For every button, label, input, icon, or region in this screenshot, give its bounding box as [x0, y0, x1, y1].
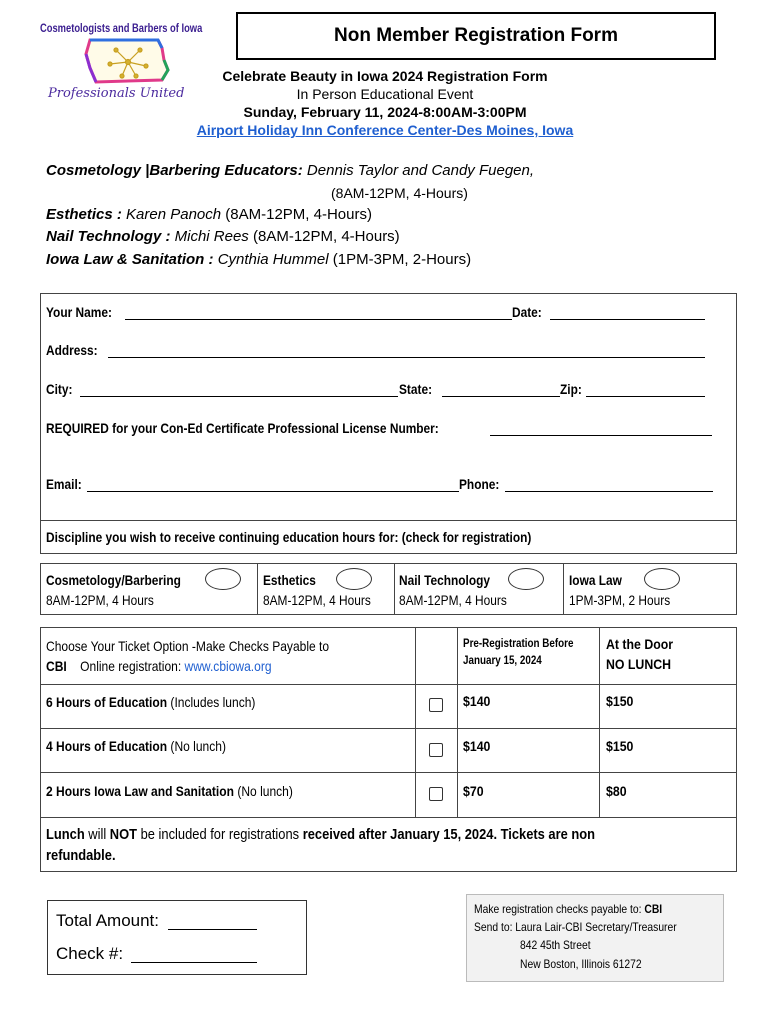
discipline-law-label: Iowa Law	[569, 572, 622, 588]
mail-payee: CBI	[644, 902, 663, 916]
check-number-label: Check #:	[56, 944, 124, 963]
discipline-prompt: Discipline you wish to receive continuing education hours for: (check for registration)	[46, 529, 532, 545]
discipline-law-time: 1PM-3PM, 2 Hours	[569, 592, 671, 608]
notice-not: NOT	[109, 826, 138, 843]
ticket-online-line	[46, 658, 272, 674]
educators-cosmetology	[46, 162, 534, 179]
esthetics-label: Esthetics :	[46, 206, 122, 223]
ticket-row-divider	[40, 728, 737, 729]
event-type: In Person Educational Event	[296, 86, 474, 102]
notice-will: will	[88, 826, 107, 843]
total-amount-field[interactable]	[168, 929, 257, 930]
ticket-col-divider	[415, 627, 416, 818]
notice-be-included: be included for registrations	[140, 826, 300, 843]
mail-payable-text: Make registration checks payable to:	[474, 902, 642, 916]
discipline-esthetics-time: 8AM-12PM, 4 Hours	[263, 592, 371, 608]
cosmetology-label: Cosmetology |Barbering Educators:	[46, 162, 303, 179]
phone-field[interactable]	[505, 491, 713, 492]
ticket-option-title: 4 Hours of Education	[46, 738, 168, 754]
city-field[interactable]	[80, 396, 398, 397]
discipline-esthetics-label: Esthetics	[263, 572, 316, 588]
cosmetology-names: Dennis Taylor and Candy Fuegen,	[306, 162, 535, 179]
door-header-2: NO LUNCH	[606, 656, 672, 672]
ticket-option-6h	[46, 694, 255, 710]
zip-label: Zip:	[560, 381, 582, 397]
ticket-6h-prereg-price: $140	[463, 693, 491, 709]
nail-time: (8AM-12PM, 4-Hours)	[252, 228, 400, 245]
date-field[interactable]	[550, 319, 705, 320]
ticket-option-title: 6 Hours of Education	[46, 694, 168, 710]
name-label: Your Name:	[46, 304, 112, 320]
discipline-divider	[563, 563, 564, 615]
ticket-4h-prereg-price: $140	[463, 738, 491, 754]
notice-received: received after January 15, 2024. Tickets are non	[302, 826, 596, 843]
ticket-2h-prereg-price: $70	[463, 783, 484, 799]
ticket-option-title: 2 Hours Iowa Law and Sanitation	[46, 783, 234, 799]
ticket-col-divider	[599, 627, 600, 818]
lunch-notice	[46, 826, 595, 843]
door-header-1: At the Door	[606, 636, 674, 652]
license-field[interactable]	[490, 435, 712, 436]
online-registration-label: Online registration:	[80, 658, 182, 674]
ticket-2h-door-price: $80	[606, 783, 627, 799]
ticket-4h-door-price: $150	[606, 738, 634, 754]
mail-street: 842 45th Street	[520, 938, 591, 952]
ticket-option-note: (No lunch)	[237, 783, 293, 799]
esthetics-name: Karen Panoch	[126, 206, 222, 223]
form-title: Non Member Registration Form	[236, 12, 716, 60]
ticket-col-divider	[457, 627, 458, 818]
law-time: (1PM-3PM, 2-Hours)	[332, 251, 472, 268]
nail-name: Michi Rees	[174, 228, 249, 245]
mail-city: New Boston, Illinois 61272	[520, 957, 642, 971]
discipline-nail-time: 8AM-12PM, 4 Hours	[399, 592, 507, 608]
name-field[interactable]	[125, 319, 512, 320]
state-label: State:	[399, 381, 433, 397]
ticket-row-divider	[40, 772, 737, 773]
law-label: Iowa Law & Sanitation :	[46, 251, 214, 268]
logo-subtitle: Professionals United	[48, 86, 185, 101]
ticket-option-note: (Includes lunch)	[170, 694, 256, 710]
discipline-esthetics-checkbox[interactable]	[336, 568, 372, 590]
ticket-row-divider	[40, 684, 737, 685]
ticket-intro: Choose Your Ticket Option -Make Checks Payable to	[46, 638, 330, 654]
prereg-header-2: January 15, 2024	[463, 653, 542, 667]
discipline-divider	[257, 563, 258, 615]
educators-nail	[46, 228, 400, 245]
cosmetology-time: (8AM-12PM, 4-Hours)	[331, 185, 468, 201]
email-label: Email:	[46, 476, 82, 492]
mail-send-to: Send to: Laura Lair-CBI Secretary/Treasurer	[474, 920, 677, 934]
state-field[interactable]	[442, 396, 560, 397]
event-venue-link[interactable]: Airport Holiday Inn Conference Center-Des Moines, Iowa	[196, 122, 574, 138]
notice-refundable: refundable.	[46, 847, 116, 864]
address-field[interactable]	[108, 357, 705, 358]
esthetics-time: (8AM-12PM, 4-Hours)	[225, 206, 372, 223]
ticket-6h-checkbox[interactable]	[429, 698, 443, 712]
educators-esthetics	[46, 206, 372, 223]
law-name: Cynthia Hummel	[217, 251, 329, 268]
notice-lunch: Lunch	[46, 826, 85, 843]
prereg-header-1: Pre-Registration Before	[463, 636, 574, 650]
ticket-option-2h	[46, 783, 293, 799]
address-label: Address:	[46, 342, 98, 358]
discipline-divider	[394, 563, 395, 615]
ticket-option-4h	[46, 738, 226, 754]
ticket-6h-door-price: $150	[606, 693, 634, 709]
ticket-2h-checkbox[interactable]	[429, 787, 443, 801]
check-number-field[interactable]	[131, 962, 257, 963]
divider	[40, 520, 737, 521]
discipline-nail-label: Nail Technology	[399, 572, 491, 588]
mail-payable-line	[474, 902, 662, 916]
discipline-cosmetology-checkbox[interactable]	[205, 568, 241, 590]
discipline-cosmetology-time: 8AM-12PM, 4 Hours	[46, 592, 154, 608]
discipline-law-checkbox[interactable]	[644, 568, 680, 590]
ticket-option-note: (No lunch)	[170, 738, 226, 754]
nail-label: Nail Technology :	[46, 228, 171, 245]
ticket-4h-checkbox[interactable]	[429, 743, 443, 757]
event-date: Sunday, February 11, 2024-8:00AM-3:00PM	[243, 104, 527, 120]
ticket-payee: CBI	[46, 658, 67, 674]
city-label: City:	[46, 381, 73, 397]
educators-law	[46, 251, 471, 268]
logo-title: Cosmetologists and Barbers of Iowa	[40, 21, 203, 35]
online-registration-link[interactable]: www.cbiowa.org	[184, 658, 272, 674]
email-field[interactable]	[87, 491, 459, 492]
phone-label: Phone:	[459, 476, 500, 492]
license-label: REQUIRED for your Con-Ed Certificate Professional License Number:	[46, 420, 439, 436]
discipline-nail-checkbox[interactable]	[508, 568, 544, 590]
date-label: Date:	[512, 304, 542, 320]
total-amount-label: Total Amount:	[56, 911, 160, 930]
ticket-row-divider	[40, 817, 737, 818]
discipline-cosmetology-label: Cosmetology/Barbering	[46, 572, 181, 588]
zip-field[interactable]	[586, 396, 705, 397]
event-name: Celebrate Beauty in Iowa 2024 Registration Form	[222, 68, 548, 84]
